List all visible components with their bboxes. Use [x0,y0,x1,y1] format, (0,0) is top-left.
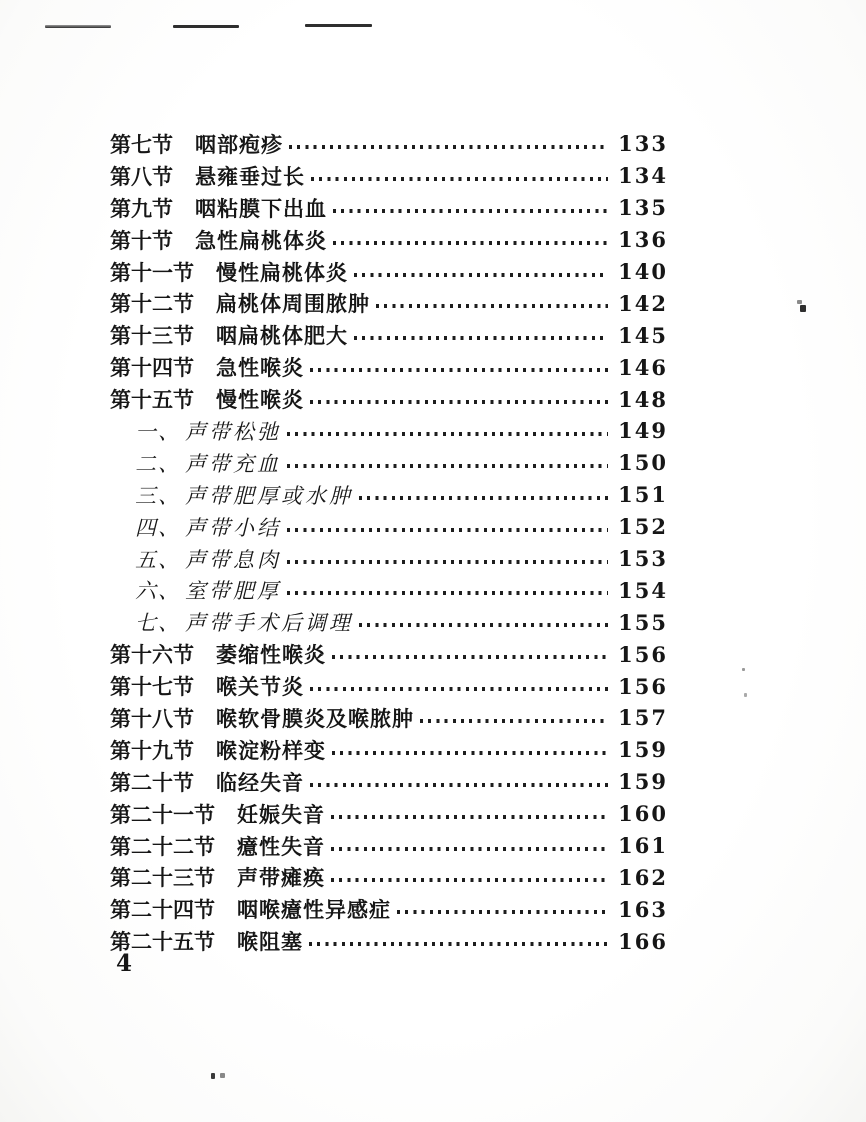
scan-artifact-line [305,24,372,27]
toc-entry-page: 145 [618,322,668,348]
scan-artifact-line [173,25,239,28]
toc-entry-label: 第二十二节 [110,834,215,859]
dot-leader [287,591,608,595]
toc-entry-page: 151 [618,482,668,508]
toc-entry-title: 声带息肉 [185,547,281,572]
dot-leader [397,910,608,914]
dot-leader [331,878,608,882]
scan-speck [742,668,745,671]
toc-list [0,128,866,957]
toc-entry [0,447,866,479]
toc-entry-label: 第十三节 [110,324,194,349]
toc-entry-label: 七、 [135,611,181,636]
toc-entry [0,861,866,893]
toc-entry [0,287,866,319]
dot-leader [359,496,608,500]
toc-entry-page: 161 [618,833,668,859]
toc-entry [0,383,866,415]
toc-entry [0,638,866,670]
dot-leader [376,304,608,308]
dot-leader [289,145,608,149]
dot-leader [310,400,608,404]
toc-entry [0,224,866,256]
toc-entry-page: 135 [618,195,668,221]
page-number: 4 [116,950,133,977]
toc-entry-label: 第十九节 [110,738,194,763]
scan-speck [797,300,802,304]
dot-leader [287,464,608,468]
toc-entry-label: 第十八节 [110,706,194,731]
toc-entry [0,798,866,830]
dot-leader [331,815,608,819]
toc-entry-label: 一、 [135,419,181,444]
toc-entry-title: 声带瘫痪 [237,866,325,891]
toc-entry-label: 第十五节 [110,388,194,413]
toc-entry-label: 第十六节 [110,643,194,668]
toc-entry [0,606,866,638]
toc-entry-page: 159 [618,737,668,763]
dot-leader [287,560,608,564]
toc-entry [0,160,866,192]
toc-entry-page: 148 [618,386,668,412]
dot-leader [354,336,608,340]
toc-entry-page: 153 [618,546,668,572]
toc-entry-page: 162 [618,864,668,890]
toc-entry-title: 咽粘膜下出血 [195,196,327,221]
toc-entry [0,128,866,160]
toc-entry-page: 133 [618,131,668,157]
toc-entry [0,192,866,224]
toc-entry-page: 155 [618,609,668,635]
toc-entry [0,702,866,734]
toc-entry-page: 166 [618,928,668,954]
toc-entry-page: 136 [618,227,668,253]
toc-entry [0,670,866,702]
toc-entry-label: 第十节 [110,228,173,253]
toc-entry-label: 第二十节 [110,770,194,795]
toc-entry-page: 140 [618,259,668,284]
toc-entry-page: 146 [618,354,668,380]
dot-leader [332,751,608,755]
toc-entry-page: 152 [618,514,668,540]
toc-entry [0,511,866,543]
toc-entry [0,830,866,862]
toc-entry-page: 154 [618,577,668,603]
toc-entry-title: 慢性扁桃体炎 [216,260,348,285]
scan-artifact-line [45,25,111,28]
toc-entry-page: 150 [618,450,668,476]
scan-speck [744,693,747,697]
toc-entry-title: 急性喉炎 [216,356,304,381]
toc-entry-title: 声带充血 [185,451,281,476]
toc-entry-title: 声带松弛 [185,419,281,444]
toc-entry-label: 第二十三节 [110,866,215,891]
dot-leader [331,847,608,851]
toc-entry-label: 三、 [135,483,181,508]
toc-entry-label: 二、 [135,451,181,476]
toc-entry-title: 癔性失音 [237,834,325,859]
toc-entry-page: 149 [618,418,668,444]
toc-entry-label: 第十一节 [110,260,194,285]
toc-entry-title: 咽部疱疹 [195,132,283,157]
toc-entry-page: 159 [618,769,668,795]
toc-entry-title: 喉淀粉样变 [216,738,326,763]
toc-entry-page: 142 [618,290,668,316]
toc-entry [0,543,866,575]
dot-leader [311,177,608,181]
toc-entry-title: 扁桃体周围脓肿 [216,292,370,317]
dot-leader [310,368,608,372]
dot-leader [333,209,608,213]
toc-entry-title: 咽扁桃体肥大 [216,324,348,349]
toc-entry-page: 156 [618,641,668,667]
toc-entry-label: 第二十五节 [110,930,215,955]
toc-entry-label: 四、 [135,515,181,540]
toc-entry-title: 萎缩性喉炎 [216,643,326,668]
dot-leader [354,273,608,277]
toc-entry-title: 声带肥厚或水肿 [185,483,353,508]
toc-entry-page: 156 [618,673,668,699]
toc-entry-title: 妊娠失音 [237,802,325,827]
toc-entry [0,574,866,606]
dot-leader [420,719,608,723]
toc-entry-page: 160 [618,801,668,827]
toc-entry-label: 五、 [135,547,181,572]
dot-leader [309,942,608,946]
toc-entry-page: 157 [618,705,668,731]
toc-entry-title: 临经失音 [216,770,304,795]
toc-entry-label: 六、 [135,579,181,604]
dot-leader [287,432,608,436]
toc-entry-title: 室带肥厚 [185,579,281,604]
toc-entry-title: 喉关节炎 [216,675,304,700]
dot-leader [332,655,608,659]
toc-entry-title: 喉阻塞 [237,930,303,955]
toc-entry-label: 第八节 [110,164,173,189]
toc-entry-title: 急性扁桃体炎 [195,228,327,253]
toc-entry-title: 咽喉癔性异感症 [237,898,391,923]
scan-speck [211,1073,215,1079]
toc-entry-title: 慢性喉炎 [216,388,304,413]
dot-leader [287,528,608,532]
dot-leader [359,623,608,627]
toc-entry-label: 第九节 [110,196,173,221]
scan-speck [800,305,806,312]
toc-entry [0,256,866,288]
toc-entry-label: 第十七节 [110,675,194,700]
toc-entry-label: 第二十一节 [110,802,215,827]
toc-entry [0,351,866,383]
toc-entry [0,893,866,925]
toc-entry-label: 第二十四节 [110,898,215,923]
toc-entry [0,734,866,766]
toc-entry-label: 第十四节 [110,356,194,381]
toc-entry [0,766,866,798]
toc-entry-label: 第七节 [110,132,173,157]
toc-entry-title: 声带手术后调理 [185,611,353,636]
toc-entry-label: 第十二节 [110,292,194,317]
toc-entry-title: 悬雍垂过长 [195,164,305,189]
dot-leader [310,783,608,787]
toc-entry [0,415,866,447]
toc-entry-title: 声带小结 [185,515,281,540]
toc-entry-page: 134 [618,163,668,189]
dot-leader [310,687,608,691]
toc-entry [0,319,866,351]
scan-speck [220,1073,225,1078]
toc-entry-page: 163 [618,896,668,922]
toc-entry-title: 喉软骨膜炎及喉脓肿 [216,706,414,731]
toc-entry [0,479,866,511]
dot-leader [333,241,608,245]
